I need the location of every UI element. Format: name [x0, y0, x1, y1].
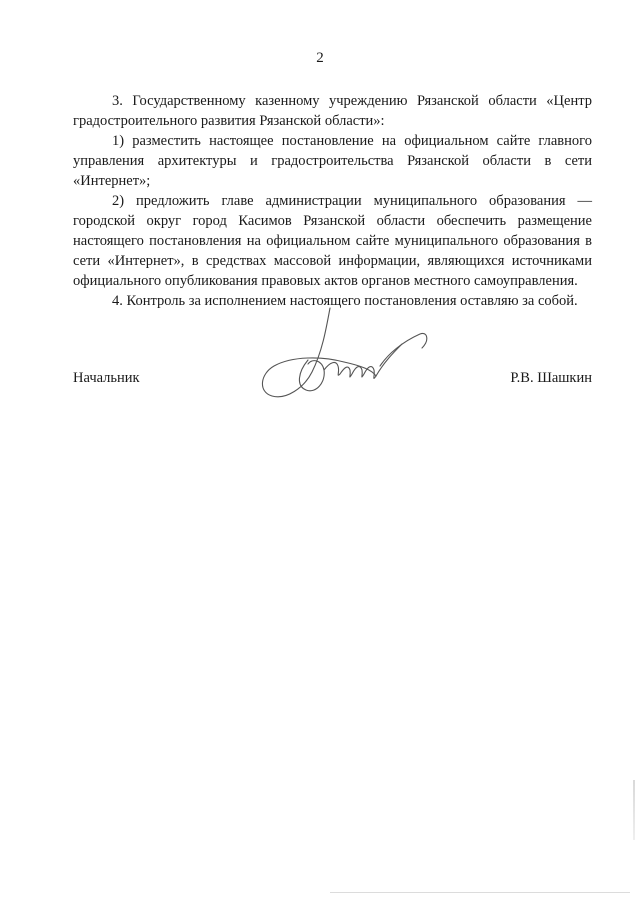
signature-block — [73, 370, 592, 392]
position-title: Начальник — [73, 370, 140, 386]
scan-bottom-line — [330, 892, 630, 893]
page-number: 2 — [316, 50, 324, 66]
document-body — [73, 91, 592, 311]
paragraph-item-4: 4. Контроль за исполнением настоящего постановления оставляю за собой. — [112, 293, 578, 309]
paragraph-item-3: 3. Государственному казенному учреждению Рязанской области «Центр градостроительного развития Рязанской области»: — [73, 93, 592, 129]
paragraph-subitem-1: 1) разместить настоящее постановление на официальном сайте главного управления архитектуры и градостроительства Рязанской области в сети «Интернет»; — [73, 133, 592, 189]
scan-edge-mark — [633, 780, 635, 840]
signer-name: Р.В. Шашкин — [510, 370, 592, 386]
paragraph-subitem-2: 2) предложить главе администрации муниципального образования — городской округ город Касимов Рязанской области обеспечить размещение настоящего постановления на официальном сайте муниципального образования в сети «Интернет», в средствах массовой информации, являющихся источниками официального опубликования правовых актов органов местного самоуправления. — [73, 193, 592, 289]
handwritten-signature — [252, 300, 442, 410]
